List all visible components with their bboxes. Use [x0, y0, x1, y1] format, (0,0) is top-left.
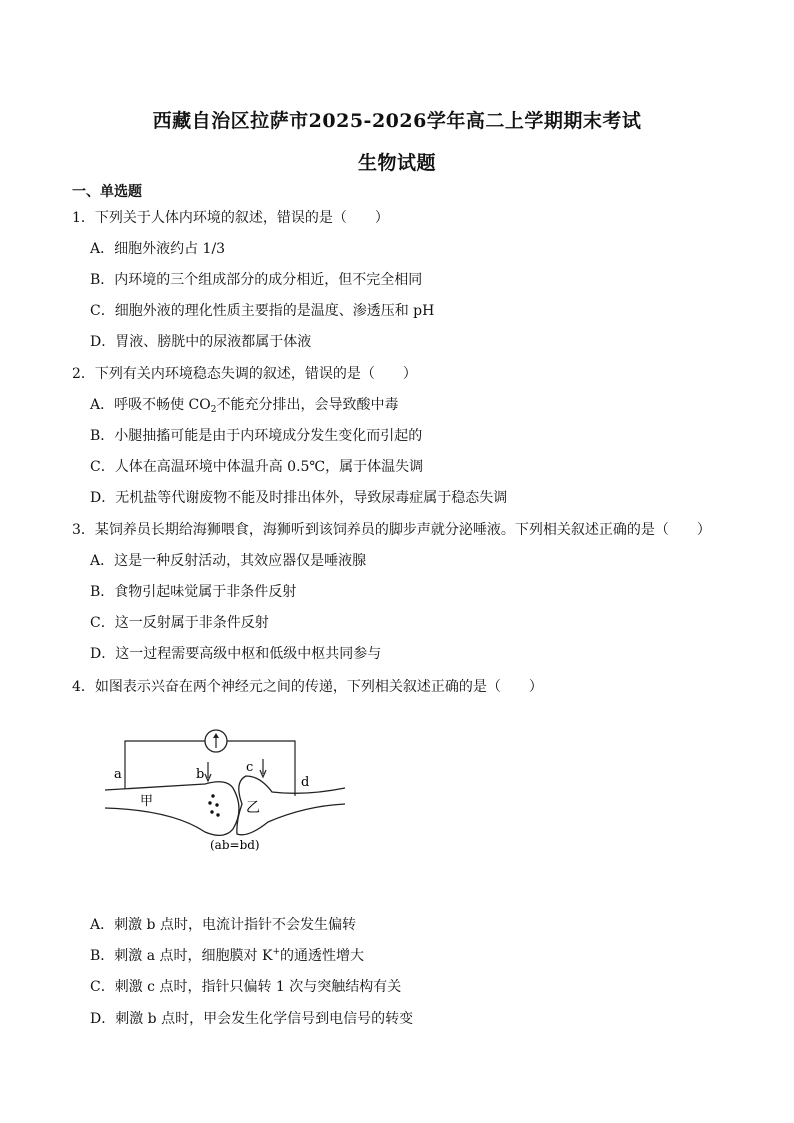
figure-caption: (ab=bd) [210, 838, 260, 852]
question-1-stem: 1．下列关于人体内环境的叙述，错误的是（ ） [72, 210, 389, 226]
question-1-option-c: C．细胞外液的理化性质主要指的是温度、渗透压和 pH [90, 303, 435, 319]
question-4-option-b: B．刺激 a 点时，细胞膜对 K+的通透性增大 [90, 947, 364, 964]
label-neuron-yi: 乙 [246, 800, 260, 816]
question-2-option-b: B．小腿抽搐可能是由于内环境成分发生变化而引起的 [90, 428, 423, 444]
label-b: b [196, 767, 205, 782]
question-1-option-b: B．内环境的三个组成部分的成分相近，但不完全相同 [90, 272, 423, 288]
question-3-option-b: B．食物引起味觉属于非条件反射 [90, 584, 297, 600]
question-4-option-d: D．刺激 b 点时，甲会发生化学信号到电信号的转变 [90, 1011, 414, 1027]
question-1-option-d: D．胃液、膀胱中的尿液都属于体液 [90, 334, 312, 350]
question-2-option-c: C．人体在高温环境中体温升高 0.5℃，属于体温失调 [90, 459, 424, 475]
label-neuron-jia: 甲 [140, 794, 154, 809]
question-1-option-a: A．细胞外液约占 1/3 [90, 241, 226, 257]
label-c: c [246, 760, 254, 775]
document-subtitle: 生物试题 [357, 152, 436, 174]
section-heading: 一、单选题 [72, 184, 142, 200]
question-2-stem: 2．下列有关内环境稳态失调的叙述，错误的是（ ） [72, 366, 417, 382]
label-d: d [301, 775, 310, 790]
question-3-option-d: D．这一过程需要高级中枢和低级中枢共同参与 [90, 646, 382, 662]
question-3-option-a: A．这是一种反射活动，其效应器仅是唾液腺 [90, 553, 367, 569]
question-4-option-c: C．刺激 c 点时，指针只偏转 1 次与突触结构有关 [90, 979, 402, 995]
synapse-diagram [100, 726, 360, 856]
label-a: a [114, 767, 122, 782]
document-title: 西藏自治区拉萨市2025-2026学年高二上学期期末考试 [152, 110, 642, 132]
question-4-option-a: A．刺激 b 点时，电流计指针不会发生偏转 [90, 917, 356, 933]
question-3-option-c: C．这一反射属于非条件反射 [90, 615, 269, 631]
question-3-stem: 3．某饲养员长期给海狮喂食，海狮听到该饲养员的脚步声就分泌唾液。下列相关叙述正确的是（ ） [72, 522, 711, 538]
question-2-option-a: A．呼吸不畅使 $CO_2$不能充分排出，会导致酸中毒 [90, 397, 399, 415]
question-2-option-d: D．无机盐等代谢废物不能及时排出体外，导致尿毒症属于稳态失调 [90, 490, 508, 506]
question-4-stem: 4．如图表示兴奋在两个神经元之间的传递，下列相关叙述正确的是（ ） [72, 679, 543, 695]
